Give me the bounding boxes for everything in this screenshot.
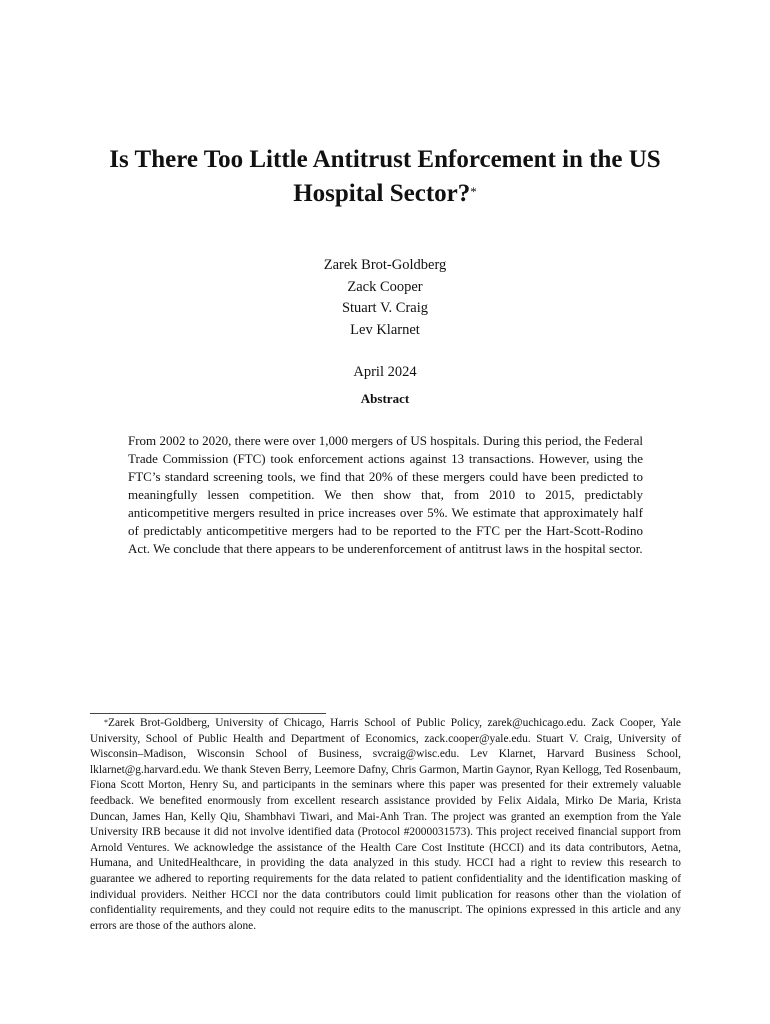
footnote-divider	[90, 713, 326, 714]
author-name: Zarek Brot-Goldberg	[323, 257, 447, 273]
title-footnote-mark: *	[470, 184, 477, 199]
author-name: Zack Cooper	[347, 278, 423, 295]
paper-title	[80, 143, 690, 211]
abstract-text: From 2002 to 2020, there were over 1,000 mergers of US hospitals. During this period, the Federal Trade Commission (FTC) took enforcement actions against 13 transactions. However, using the FTC’s standard screening tools, we find that 20% of these mergers could have been predicted to meaningfully lessen competition. We then show that, from 2010 to 2015, predictably anticompetitive mergers resulted in price increases over 5%. We estimate that approximately half of predictably anticompetitive mergers had to be reported to the FTC per the Hart-Scott-Rodino Act. We conclude that there appears to be underenforcement of antitrust laws in the hospital sector.	[128, 433, 643, 556]
author-list	[0, 255, 770, 341]
footnote	[90, 716, 681, 934]
abstract-heading: Abstract	[360, 391, 410, 406]
publication-date: April 2024	[353, 364, 417, 380]
author-name: Stuart V. Craig	[341, 300, 429, 316]
paper-title-text: Is There Too Little Antitrust Enforcement in the US Hospital Sector?	[109, 146, 661, 207]
footnote-mark: *	[104, 718, 108, 727]
footnote-text: Zarek Brot-Goldberg, University of Chicago, Harris School of Public Policy, zarek@uchicago.edu. Zack Cooper, Yale University, School of Public Health and Department of Economics, zack.cooper@yale.edu. Stuart V. Craig, University of Wisconsin–Madison, Wisconsin School of Business, svcraig@wisc.edu. Lev Klarnet, Harvard Business School, lklarnet@g.harvard.edu. We thank Steven Berry, Leemore Dafny, Chris Garmon, Martin Gaynor, Ryan Kellogg, Ted Rosenbaum, Fiona Scott Morton, Henry Su, and participants in the seminars where this paper was presented for their extremely valuable feedback. We benefited enormously from excellent research assistance provided by Felix Aidala, Mirko De Maria, Krista Duncan, James Han, Kelly Qiu, Shambhavi Tiwari, and Mai-Anh Tran. The project was granted an exemption from the Yale University IRB because it did not involve identified data (Protocol #2000031573). This project received financial support from Arnold Ventures. We acknowledge the assistance of the Health Care Cost Institute (HCCI) and its data contributors, Aetna, Humana, and UnitedHealthcare, in providing the data analyzed in this study. HCCI had a right to review this research to guarantee we adhered to reporting requirements for the data related to patient confidentiality and the identification masking of individual providers. Neither HCCI nor the data contributors could limit publication for reasons other than the violation of confidentiality requirements, and they could not require edits to the manuscript. The opinions expressed in this article and any errors are those of the authors alone.	[90, 717, 681, 932]
author-name: Lev Klarnet	[350, 321, 420, 338]
